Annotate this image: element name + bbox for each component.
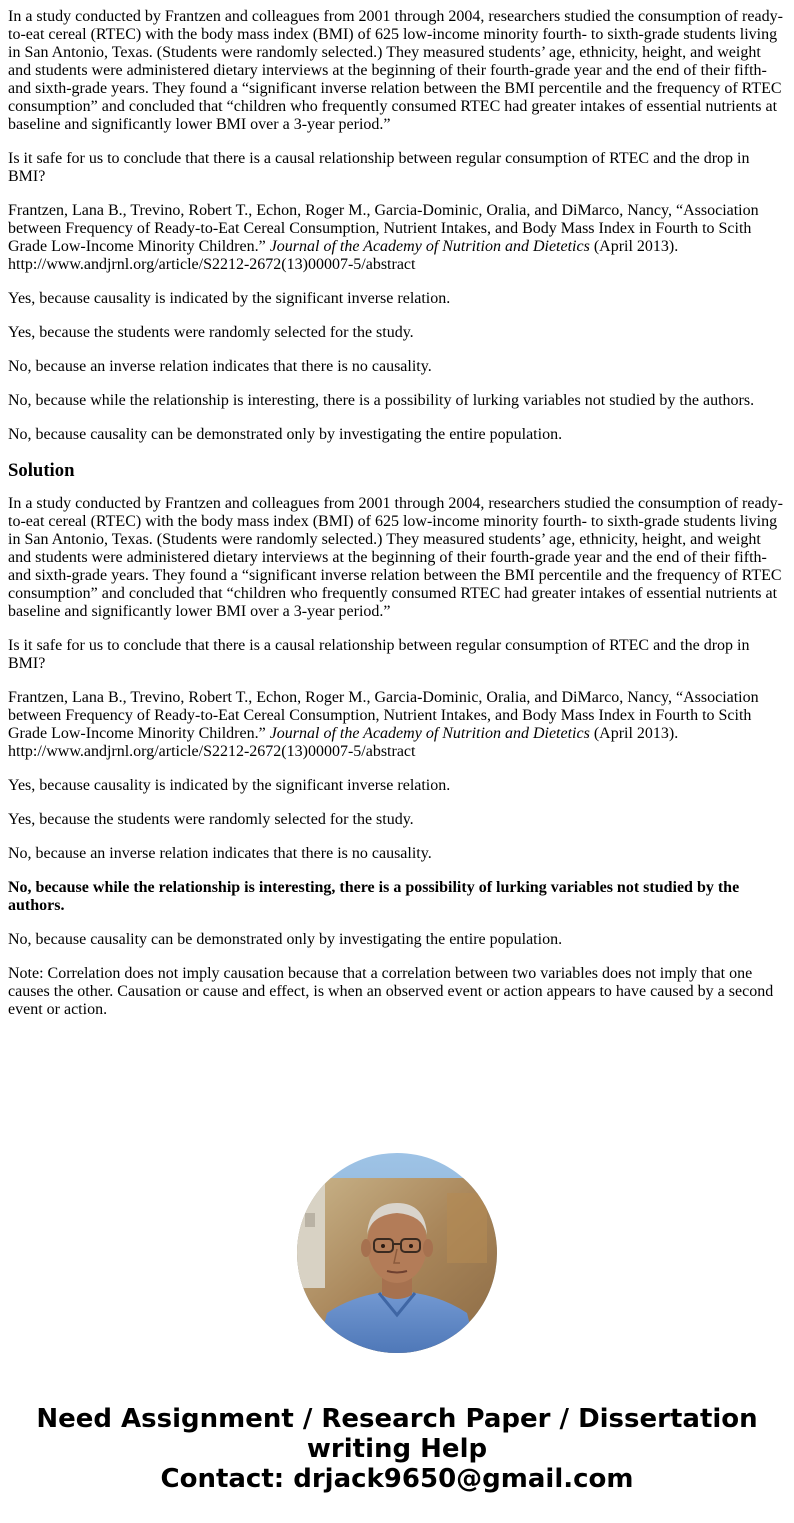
question-paragraph: In a study conducted by Frantzen and colleagues from 2001 through 2004, researchers studied the consumption of ready-to-eat cereal (RTEC) with the body mass index (BMI) of 625 low-income minority fourth- to sixth-grade students living in San Antonio, Texas. (Students were randomly selected.) They measured students’ age, ethnicity, height, and weight and students were administered dietary interviews at the beginning of their fourth-grade year and the end of their fifth- and sixth-grade years. They found a “significant inverse relation between the BMI percentile and the frequency of RTEC consumption” and concluded that “children who frequently consumed RTEC had greater intakes of essential nutrients at baseline and significantly lower BMI over a 3-year period.” [8, 8, 783, 133]
avatar-portrait-icon [297, 1153, 497, 1353]
solution-citation-authors: Frantzen, Lana B., Trevino, Robert T., Echon, Roger M., Garcia-Dominic, Oralia, and DiMarco, Nancy, “Association between Frequency of Ready-to-Eat Cereal Consumption, Nutrient Intakes, and Body Mass Index in Fourth to Scith Grade Low-Income Minority Children.” [8, 689, 759, 742]
solution-option-c: No, because an inverse relation indicates that there is no causality. [8, 845, 432, 862]
solution-citation-date: (April 2013). [593, 725, 679, 742]
solution-correct-answer: No, because while the relationship is interesting, there is a possibility of lurking variables not studied by the authors. [8, 879, 740, 914]
solution-question-prompt: Is it safe for us to conclude that there is a causal relationship between regular consumption of RTEC and the drop in BMI? [8, 637, 750, 672]
solution-heading: Solution [8, 460, 75, 481]
citation-journal: Journal of the Academy of Nutrition and Dietetics [269, 238, 590, 255]
footer-line-2: writing Help [306, 1434, 488, 1464]
solution-option-b: Yes, because the students were randomly selected for the study. [8, 811, 414, 828]
question-prompt: Is it safe for us to conclude that there is a causal relationship between regular consumption of RTEC and the drop in BMI? [8, 150, 750, 185]
option-d: No, because while the relationship is interesting, there is a possibility of lurking variables not studied by the authors. [8, 392, 755, 409]
solution-option-a: Yes, because causality is indicated by the significant inverse relation. [8, 777, 451, 794]
author-avatar [297, 1153, 497, 1353]
solution-citation-url: http://www.andjrnl.org/article/S2212-2672(13)00007-5/abstract [8, 743, 416, 760]
footer-contact: Contact: drjack9650@gmail.com [160, 1464, 634, 1494]
footer-line-1: Need Assignment / Research Paper / Dissertation [36, 1404, 758, 1434]
option-e: No, because causality can be demonstrated only by investigating the entire population. [8, 426, 563, 443]
citation-authors: Frantzen, Lana B., Trevino, Robert T., Echon, Roger M., Garcia-Dominic, Oralia, and DiMarco, Nancy, “Association between Frequency of Ready-to-Eat Cereal Consumption, Nutrient Intakes, and Body Mass Index in Fourth to Scith Grade Low-Income Minority Children.” [8, 202, 759, 255]
solution-note: Note: Correlation does not imply causation because that a correlation between two variables does not imply that one causes the other. Causation or cause and effect, is when an observed event or action appears to have caused by a second event or action. [8, 965, 774, 1018]
solution-option-e: No, because causality can be demonstrated only by investigating the entire population. [8, 931, 563, 948]
option-c: No, because an inverse relation indicates that there is no causality. [8, 358, 432, 375]
document-content [8, 8, 784, 1035]
citation-url: http://www.andjrnl.org/article/S2212-2672(13)00007-5/abstract [8, 256, 416, 273]
footer-banner [0, 1404, 794, 1494]
citation-date: (April 2013). [593, 238, 679, 255]
solution-citation [8, 689, 784, 761]
option-a: Yes, because causality is indicated by the significant inverse relation. [8, 290, 451, 307]
option-b: Yes, because the students were randomly selected for the study. [8, 324, 414, 341]
solution-citation-journal: Journal of the Academy of Nutrition and Dietetics [269, 725, 590, 742]
citation [8, 202, 784, 274]
solution-question-paragraph: In a study conducted by Frantzen and colleagues from 2001 through 2004, researchers studied the consumption of ready-to-eat cereal (RTEC) with the body mass index (BMI) of 625 low-income minority fourth- to sixth-grade students living in San Antonio, Texas. (Students were randomly selected.) They measured students’ age, ethnicity, height, and weight and students were administered dietary interviews at the beginning of their fourth-grade year and the end of their fifth- and sixth-grade years. They found a “significant inverse relation between the BMI percentile and the frequency of RTEC consumption” and concluded that “children who frequently consumed RTEC had greater intakes of essential nutrients at baseline and significantly lower BMI over a 3-year period.” [8, 495, 783, 620]
